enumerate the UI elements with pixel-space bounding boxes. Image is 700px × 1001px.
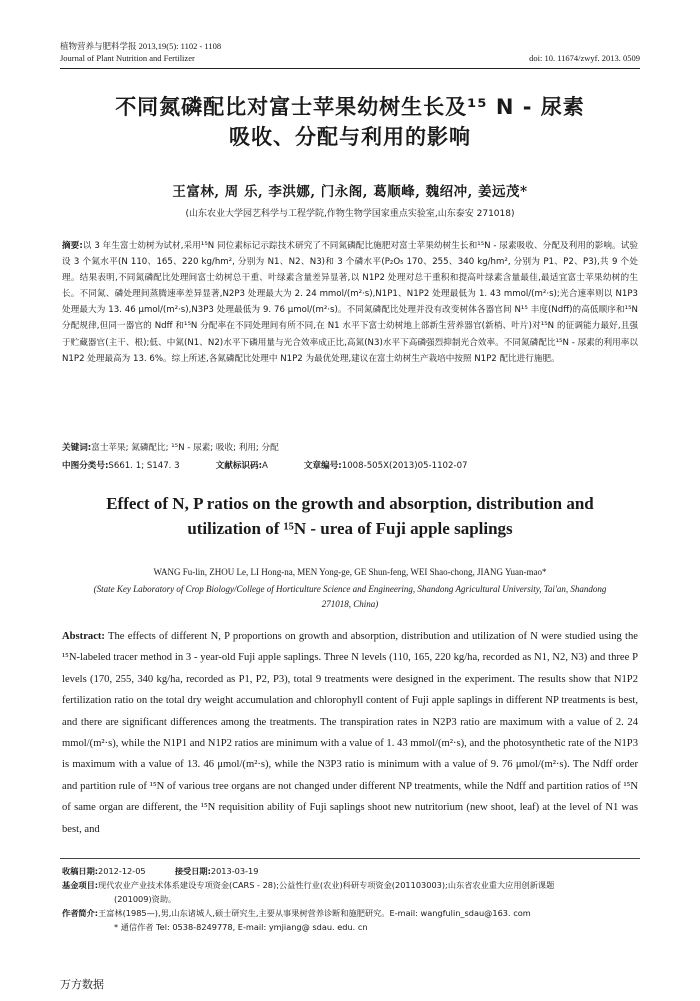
keywords-cn-label: 关键词:: [62, 443, 92, 453]
journal-cn-citation: 植物营养与肥料学报 2013,19(5): 1102 - 1108: [60, 41, 222, 51]
title-en: [60, 491, 640, 541]
title-cn-line1: 不同氮磷配比对富士苹果幼树生长及¹⁵ N - 尿素: [115, 95, 585, 119]
doc-code-value: A: [262, 461, 268, 471]
journal-en-name: Journal of Plant Nutrition and Fertilizer: [60, 53, 195, 63]
article-no-label: 文章编号:: [303, 461, 342, 471]
accepted-label: 接受日期:: [174, 866, 211, 876]
title-en-line2: utilization of ¹⁵N - urea of Fuji apple saplings: [187, 519, 513, 538]
authors-en: WANG Fu-lin, ZHOU Le, LI Hong-na, MEN Yong-ge, GE Shun-feng, WEI Shao-chong, JIANG Yuan-mao*: [153, 567, 547, 577]
abstract-cn: [62, 238, 638, 367]
classification-row: [62, 459, 638, 471]
running-header: [60, 40, 640, 64]
author-bio-label: 作者简介:: [62, 908, 99, 918]
fund-line: [62, 878, 638, 892]
corresponding-author: * 通信作者 Tel: 0538-8249778, E-mail: ymjiang@ sdau. edu. cn: [114, 922, 368, 932]
author-bio-line: [62, 906, 638, 920]
authors-cn: 王富林, 周 乐, 李洪娜, 门永阁, 葛顺峰, 魏绍冲, 姜远茂*: [172, 184, 528, 200]
abstract-en: [62, 626, 638, 840]
title-cn-line2: 吸收、分配与利用的影响: [229, 125, 471, 149]
abstract-cn-text: 以 3 年生富士幼树为试材,采用¹⁵N 同位素标记示踪技术研究了不同氮磷配比施肥对富士苹果幼树生长和¹⁵N - 尿素吸收、分配及利用的影响。试验设 3 个氮水平(N 110、165、220 kg/hm², 分别为 N1、N2、N3)和 3 个磷水平(P₂O₅ 170、255、340 kg/hm², 分别为 P1、P2、P3),共 9 个处理。结果表明,不同氮磷配比处理间富士幼树总干重、叶绿素含量差异显著,以 N1P2 处理对总干重积和提高叶绿素含量最佳,最适宜富士苹果幼树的生长。不同氮、磷处理间蒸腾速率差异显著,N2P3 处理最大为 2. 24 mmol/(m²·s),N1P1、N1P2 处理最低为 1. 43 mmol/(m²·s);光合速率则以 N1P3 处理最大为 13. 46 μmol/(m²·s),N3P3 处理最低为 9. 76 μmol/(m²·s)。不同氮磷配比处理并没有改变树体各器官间 N¹⁵ 丰度(Ndff)的高低顺序和¹⁵N 分配规律,但同一器官的 Ndff 和¹⁵N 分配率在不同处理间有所不同,在 N1 水平下富士幼树地上部新生营养器官(新梢、叶片)对¹⁵N 的征调能力最好,且强于贮藏器官(主干、根);低、中氮(N1、N2)水平下磷用量与光合效率成正比,高氮(N3)水平下高磷强烈抑制光合效率。不同氮磷配比¹⁵N - 尿素的利用率以 N1P2 处理最高为 13. 6%。综上所述,各氮磷配比处理中 N1P2 为最优处理,建议在富士幼树生产栽培中按照 N1P2 配比进行施肥。: [62, 241, 638, 364]
received-label: 收稿日期:: [62, 866, 99, 876]
fund-label: 基金项目:: [62, 880, 99, 890]
affiliation-cn: (山东农业大学园艺科学与工程学院,作物生物学国家重点实验室,山东泰安 271018): [185, 209, 515, 219]
affiliation-en: (State Key Laboratory of Crop Biology/College of Horticulture Science and Engineering, Shandong Agricultural University, Tai'an, Shandong 271018, China): [93, 584, 607, 609]
abstract-en-text: The effects of different N, P proportions on growth and absorption, distribution and utilization of N were studied using the ¹⁵N-labeled tracer method in 3 - year-old Fuji apple saplings. Three N levels (110, 165, 220 kg/ha, recorded as N1, N2, N3) and three P levels (170, 255, 340 kg/ha, recorded as P1, P2, P3), total 9 treatments were designed in the experiment. The results show that N1P2 fertilization ratio on the total dry weight accumulation and chlorophyll content of Fuji apple saplings in different NP treatments is best, and there are significant differences among the treatments. The transpiration rates in N2P3 ratio are maximum with a value of 2. 24 mmol/(m²·s), while the N1P1 and N1P2 ratios are minimum with a value of 1. 43 mmol/(m²·s), and the photosynthetic rate of the N1P3 is maximum with a value of 13. 46 μmol/(m²·s), while the N3P3 ratio is minimum with a value of 9. 76 μmol/(m²·s). The Ndff order and partition rule of ¹⁵N of various tree organs are not changed under different NP treatments, while the Ndff and partition ratios of ¹⁵N of same organ are different, the ¹⁵N requisition ability of Fuji saplings shoot new nutritorium (new shoot, leaf) at the level of N1 was best, and: [62, 631, 638, 835]
doi: doi: 10. 11674/zwyf. 2013. 0509: [529, 53, 640, 63]
doc-code-label: 文献标识码:: [215, 461, 263, 471]
dates-line: [62, 864, 638, 878]
wanfang-watermark: 万方数据: [60, 978, 104, 991]
title-cn: [60, 92, 640, 152]
received-date: 2012-12-05: [98, 866, 146, 876]
fund-line-2: (201009)资助。: [114, 894, 177, 904]
author-bio-text: 王富林(1985—),男,山东诸城人,硕士研究生,主要从事果树营养诊断和施肥研究。E-mail: wangfulin_sdau@163. com: [98, 908, 531, 918]
abstract-cn-label: 摘要:: [62, 241, 83, 251]
header-rule: [60, 68, 640, 69]
fund-text: 现代农业产业技术体系建设专项资金(CARS - 28);公益性行业(农业)科研专项资金(201103003);山东省农业重大应用创新课题: [98, 880, 555, 890]
title-en-line1: Effect of N, P ratios on the growth and absorption, distribution and: [106, 494, 594, 513]
clc-value: S661. 1; S147. 3: [108, 461, 180, 471]
footnotes: [62, 864, 638, 934]
abstract-en-label: Abstract:: [62, 631, 105, 642]
footnote-rule: [60, 858, 640, 859]
accepted-date: 2013-03-19: [210, 866, 259, 876]
keywords-cn-text: 富士苹果; 氮磷配比; ¹⁵N - 尿素; 吸收; 利用; 分配: [91, 443, 279, 453]
keywords-cn: [62, 441, 638, 455]
article-no-value: 1008-505X(2013)05-1102-07: [341, 461, 468, 471]
clc-label: 中图分类号:: [62, 461, 109, 471]
